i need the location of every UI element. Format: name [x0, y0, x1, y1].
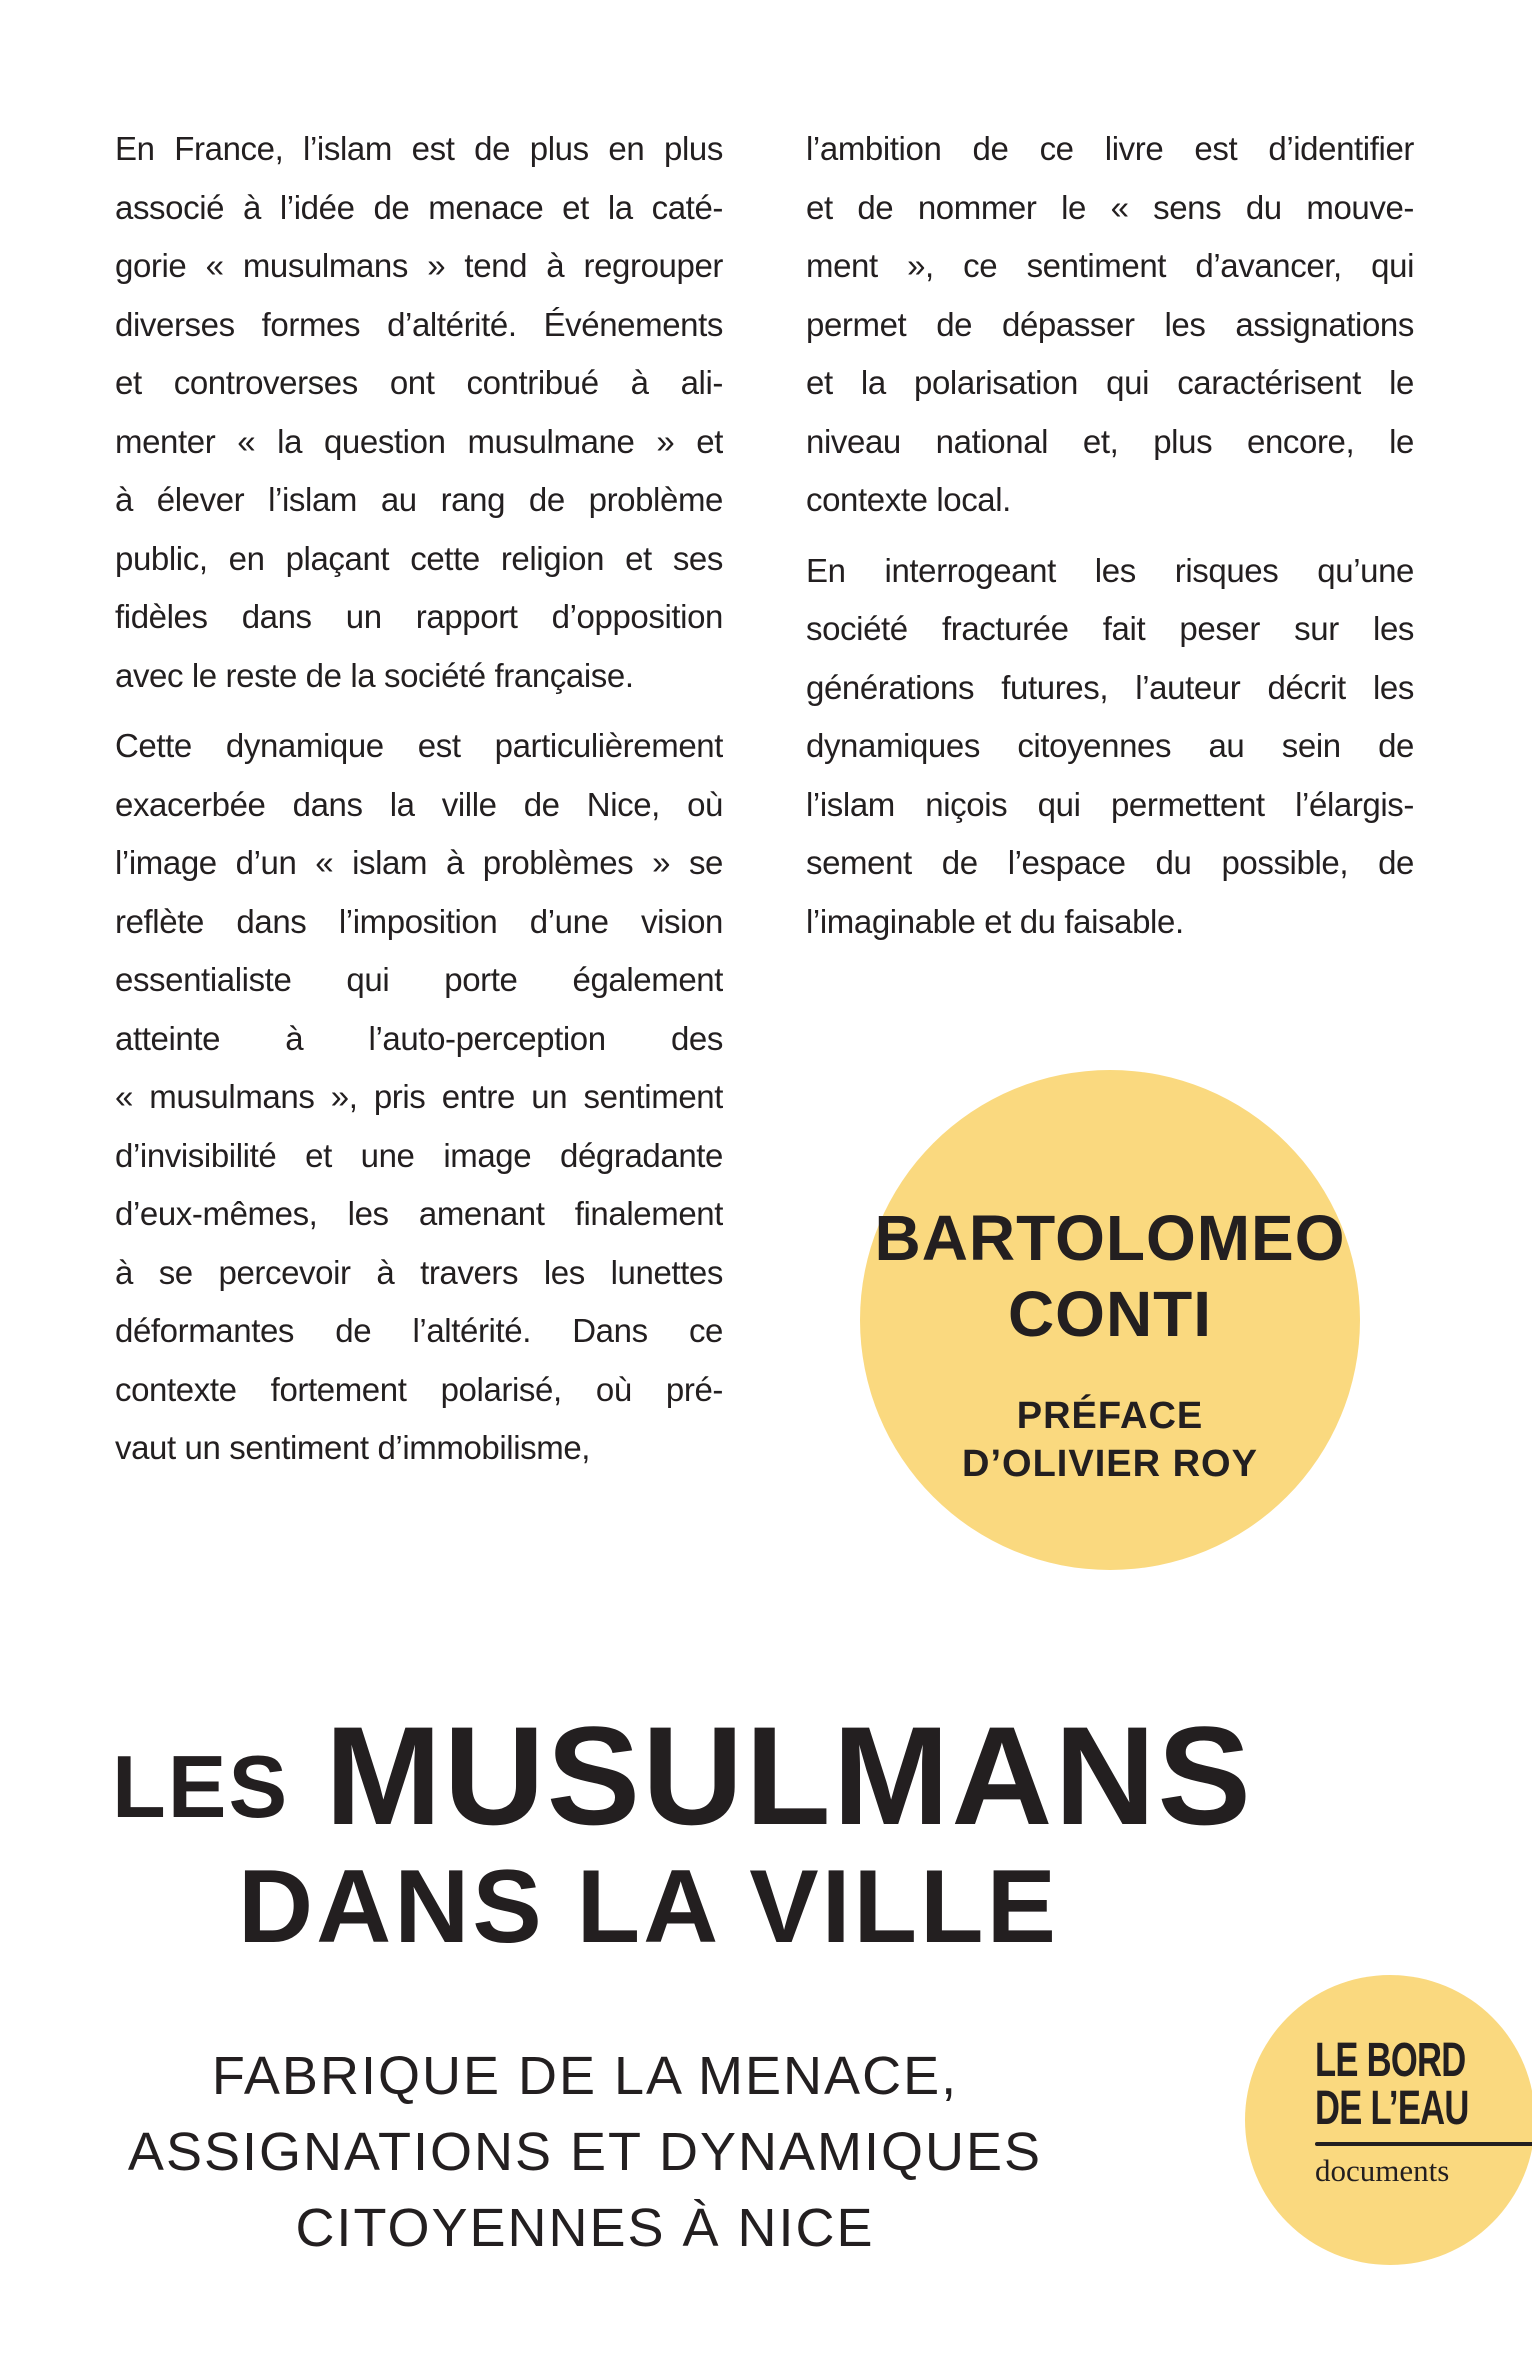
title-sub: DANS LA VILLE [238, 1849, 1059, 1965]
text-line: dynamiques citoyennes au sein de [806, 727, 1414, 764]
text-line: associé à l’idée de menace et la caté- [115, 188, 723, 226]
text-line: menter « la question musulmane » et [115, 422, 723, 460]
text-line: En France, l’islam est de plus en plus [115, 130, 723, 167]
text-line: Cette dynamique est particulièrement [115, 727, 723, 764]
text-line: d’invisibilité et une image dégradante [115, 1136, 723, 1174]
title-les: LES [112, 1737, 290, 1836]
text-line: « musulmans », pris entre un sentiment [115, 1078, 723, 1115]
text-line: niveau national et, plus encore, le [806, 422, 1414, 460]
title-main: MUSULMANS [325, 1697, 1253, 1854]
text-line: et de nommer le « sens du mouve- [806, 188, 1414, 226]
text-line: déformantes de l’altérité. Dans ce [115, 1312, 723, 1349]
text-line: fidèles dans un rapport d’opposition [115, 598, 723, 635]
text-line: ment », ce sentiment d’avancer, qui [806, 247, 1414, 284]
text-line: société fracturée fait peser sur les [806, 610, 1414, 647]
publisher-name [1315, 2034, 1469, 2135]
text-line: à élever l’islam au rang de problème [115, 481, 723, 518]
preface-author: D’OLIVIER ROY [962, 1443, 1258, 1485]
text-line: vaut un sentiment d’immobilisme, [115, 1429, 591, 1466]
text-line: permet de dépasser les assignations [806, 305, 1414, 343]
subtitle-line: CITOYENNES À NICE [295, 2198, 875, 2258]
text-line: reflète dans l’imposition d’une vision [115, 902, 723, 940]
author-last-name: CONTI [1007, 1278, 1213, 1350]
text-line: atteinte à l’auto-perception des [115, 1019, 723, 1057]
publisher-divider [1315, 2142, 1532, 2146]
text-line: d’eux-mêmes, les amenant finalement [115, 1195, 723, 1232]
text-line: public, en plaçant cette religion et ses [115, 539, 723, 577]
text-line: l’islam niçois qui permettent l’élargis- [806, 785, 1414, 823]
preface-credit [860, 1392, 1360, 1488]
subtitle-line: ASSIGNATIONS ET DYNAMIQUES [127, 2122, 1043, 2182]
text-line: l’ambition de ce livre est d’identifier [806, 130, 1414, 167]
text-line: diverses formes d’altérité. Événements [115, 305, 723, 343]
paragraph [806, 542, 1414, 952]
subtitle-line: FABRIQUE DE LA MENACE, [211, 2046, 959, 2106]
right-text-column [806, 120, 1414, 963]
text-line: générations futures, l’auteur décrit les [806, 668, 1414, 706]
paragraph [115, 120, 723, 705]
text-line: avec le reste de la société française. [115, 656, 634, 694]
author-first-name: BARTOLOMEO [874, 1202, 1346, 1274]
paragraph [115, 717, 723, 1478]
text-line: l’imaginable et du faisable. [806, 902, 1184, 940]
text-line: contexte local. [806, 481, 1011, 518]
text-line: et la polarisation qui caractérisent le [806, 364, 1414, 401]
subtitle [80, 2038, 1090, 2266]
text-line: et controverses ont contribué à ali- [115, 364, 723, 401]
text-line: En interrogeant les risques qu’une [806, 551, 1414, 589]
left-text-column [115, 120, 723, 1490]
author-name [860, 1200, 1360, 1352]
author-badge [860, 1070, 1360, 1570]
text-line: essentialiste qui porte également [115, 961, 723, 998]
publisher-name-line2: DE L’EAU [1315, 2082, 1469, 2135]
publisher-series: documents [1315, 2153, 1450, 2188]
preface-label: PRÉFACE [1016, 1395, 1204, 1437]
paragraph [806, 120, 1414, 530]
text-line: gorie « musulmans » tend à regrouper [115, 247, 723, 284]
text-line: sement de l’espace du possible, de [806, 844, 1414, 881]
text-line: à se percevoir à travers les lunettes [115, 1253, 723, 1291]
text-line: contexte fortement polarisé, où pré- [115, 1370, 723, 1408]
text-line: exacerbée dans la ville de Nice, où [115, 785, 723, 823]
text-line: l’image d’un « islam à problèmes » se [115, 844, 723, 881]
publisher-logo [1245, 1975, 1532, 2265]
publisher-name-line1: LE BORD [1315, 2034, 1466, 2087]
